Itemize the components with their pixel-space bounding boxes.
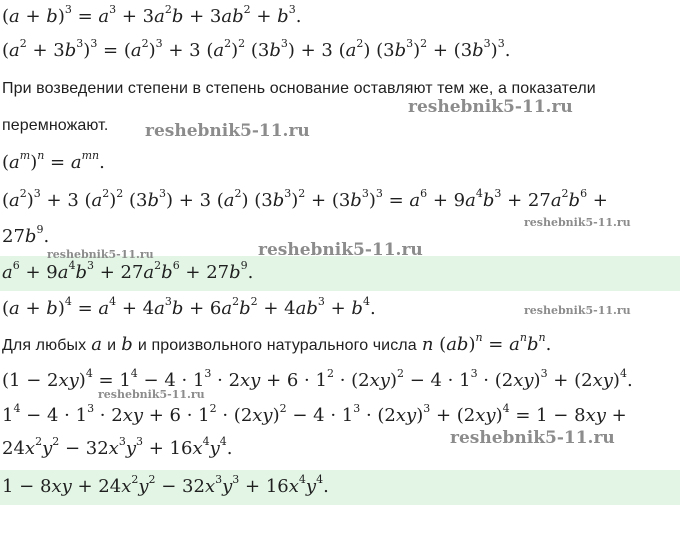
watermark: reshebnik5-11.ru [450,428,615,448]
formula-simplified-continued: $27b^9$. [2,223,50,247]
answer-1: $a^6 + 9a^4b^3 + 27a^2b^6 + 27b^9$. [2,259,254,283]
formula-simplified: $(a^2)^3 + 3$ $(a^2)^2$ $(3b^3) + 3$ $(a^2) (3b^3)^2 + (3b^3)^3 = a^6 + 9a^4b^3 + 27a^2b^6$ + [2,187,608,211]
var-a: a [91,334,103,355]
formula-product-power: n $(ab)^n = a^nb^n$. [421,331,552,355]
formula-binomial-simplified-continued: $24x^2y^2 - 32x^3y^3 + 16x^4y^4$. [2,435,233,459]
formula-binomial-expansion: $(1 - 2xy)^4 = 1^4 - 4 \cdot 1^3 \cdot 2xy + 6 \cdot 1^2 \cdot (2xy)^2 - 4 \cdot 1^3 \cdot (2xy)^3 + (2xy)^4$. [2,367,633,391]
watermark: reshebnik5-11.ru [47,248,154,261]
formula-expansion: $(a^2 + 3b^3)^3 = (a^2)^3 + 3$ $(a^2)^2$ $(3b^3) + 3$ $(a^2) (3b^3)^2 + (3b^3)^3$. [2,37,511,61]
watermark: reshebnik5-11.ru [258,240,423,260]
formula-fourth-power: $(a + b)^4 = a^4 + 4a^3b + 6a^2b^2 + 4ab^3 + b^4$. [2,295,376,319]
formula-power-of-power: $(a^m)^n = a^{mn}$. [2,149,105,173]
rule-product-power [2,331,552,355]
formula-cube-of-sum: $(a + b)^3 = a^3 + 3a^2b + 3ab^2 + b^3$. [2,3,302,27]
watermark: reshebnik5-11.ru [145,121,310,141]
watermark: reshebnik5-11.ru [524,304,631,317]
watermark: reshebnik5-11.ru [98,388,205,401]
watermark: reshebnik5-11.ru [408,97,573,117]
rule-text-suffix: и произвольного натурального числа [137,337,417,354]
rule-text-prefix: Для любых [2,337,87,354]
answer-2: $1 - 8xy + 24x^2y^2 - 32x^3y^3 + 16x^4y^4$. [2,473,329,497]
rule-text-line-2: перемножают. [2,117,109,134]
var-b: b [121,334,133,355]
watermark: reshebnik5-11.ru [524,216,631,229]
formula-binomial-simplified: $1^4 - 4 \cdot 1^3 \cdot 2xy + 6 \cdot 1^2 \cdot (2xy)^2 - 4 \cdot 1^3 \cdot (2xy)^3 + (2xy)^4 = 1 - 8xy$ + [2,402,627,426]
conjunction: и [107,337,117,354]
rule-text-line-1: При возведении степени в степень основание оставляют тем же, а показатели [2,80,596,97]
